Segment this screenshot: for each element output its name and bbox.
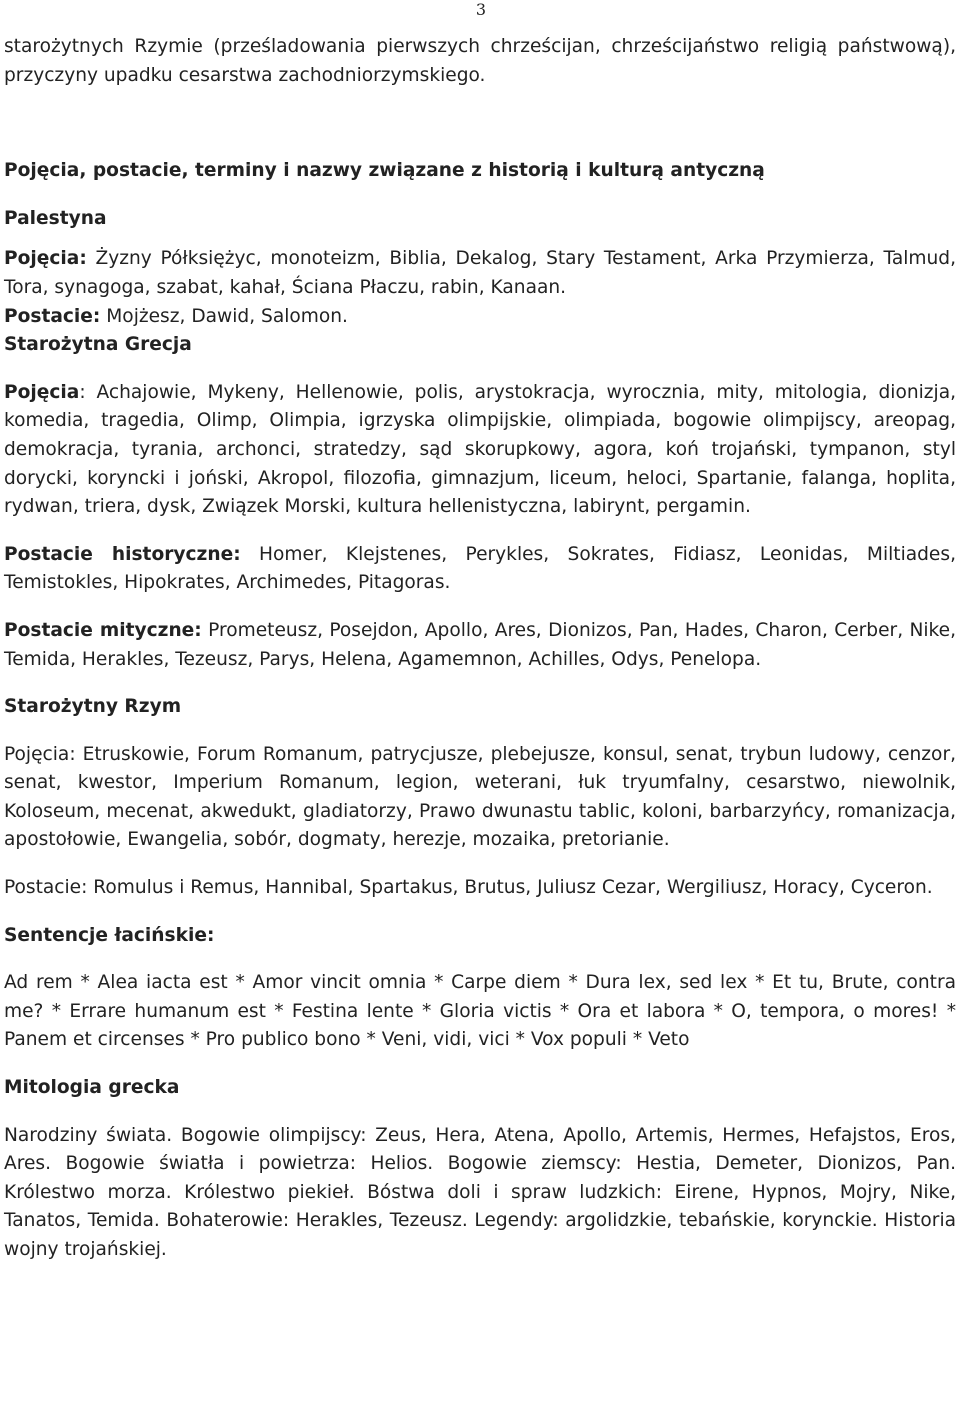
section-heading-sentencje: Sentencje łacińskie:	[4, 924, 215, 946]
grecja-concepts-text: : Achajowie, Mykeny, Hellenowie, polis, arystokracja, wyrocznia, mity, mitologia, dionizja, komedia, tragedia, Olimp, Olimpia, igrzyska olimpijskie, olimpiada, bogowie olimpijscy, areopag, demokracja, tyrania, archonci, stratedzy, sąd skorupkowy, agora, koń trojański, tympanon, styl dorycki, koryncki i joński, Akropol, filozofia, gimnazjum, liceum, heloci, Spartanie, falanga, hoplita, rydwan, triera, dysk, Związek Morski, kultura hellenistyczna, labirynt, pergamin.	[4, 381, 956, 518]
section-heading-rzym: Starożytny Rzym	[4, 696, 182, 718]
palestyna-concepts-text: Żyzny Półksiężyc, monoteizm, Biblia, Dekalog, Stary Testament, Arka Przymierza, Talmud, Tora, synagoga, szabat, kahał, Ściana Płaczu, rabin, Kanaan.	[4, 248, 956, 298]
grecja-historical-text: Homer, Klejstenes, Perykles, Sokrates, Fidiasz, Leonidas, Miltiades, Temistokles, Hipokrates, Archimedes, Pitagoras.	[4, 543, 956, 594]
mitologia-text: Narodziny świata. Bogowie olimpijscy: Zeus, Hera, Atena, Apollo, Artemis, Hermes, Hefajstos, Eros, Ares. Bogowie światła i powietrza: Helios. Bogowie ziemscy: Hestia, Demeter, Dionizos, Pan. Królestwo morza. Królestwo piekieł. Bóstwa doli i spraw ludzkich: Eirene, Hypnos, Mojry, Nike, Tanatos, Temida. Bohaterowie: Herakles, Tezeusz. Legendy: argolidzkie, tebańskie, korynckie. Historia wojny trojańskiej.	[4, 1124, 956, 1260]
intro-paragraph: starożytnych Rzymie (prześladowania pierwszych chrześcijan, chrześcijaństwo religią państwową), przyczyny upadku cesarstwa zachodniorzymskiego.	[4, 36, 956, 86]
page-number: 3	[475, 0, 487, 19]
palestyna-concepts	[4, 245, 956, 302]
grecja-historical-figures	[4, 541, 956, 598]
main-heading: Pojęcia, postacie, terminy i nazwy związane z historią i kulturą antyczną	[4, 160, 765, 182]
rzym-people: Postacie: Romulus i Remus, Hannibal, Spartakus, Brutus, Juliusz Cezar, Wergiliusz, Horacy, Cyceron.	[4, 877, 933, 899]
rzym-concepts: Pojęcia: Etruskowie, Forum Romanum, patrycjusze, plebejusze, konsul, senat, trybun ludowy, cenzor, senat, kwestor, Imperium Romanum, legion, weterani, łuk tryumfalny, cesarstwo, niewolnik, Koloseum, mecenat, akwedukt, gladiatorzy, Prawo dwunastu tablic, koloni, barbarzyńcy, romanizacja, apostołowie, Ewangelia, sobór, dogmaty, herezje, mozaika, pretorianie.	[4, 743, 956, 851]
grecja-concepts	[4, 379, 956, 522]
palestyna-people-text: Mojżesz, Dawid, Salomon.	[100, 305, 348, 327]
grecja-mythical-text: Prometeusz, Posejdon, Apollo, Ares, Dionizos, Pan, Hades, Charon, Cerber, Nike, Temida, Herakles, Tezeusz, Parys, Helena, Agamemnon, Achilles, Odys, Penelopa.	[4, 619, 956, 670]
section-heading-mitologia: Mitologia grecka	[4, 1077, 180, 1099]
palestyna-concepts-label: Pojęcia:	[4, 248, 87, 270]
document-body	[4, 33, 956, 1265]
section-heading-palestyna: Palestyna	[4, 207, 107, 229]
grecja-mythical-figures	[4, 617, 956, 674]
palestyna-people	[4, 303, 956, 332]
grecja-historical-label: Postacie historyczne:	[4, 543, 241, 565]
palestyna-people-label: Postacie:	[4, 305, 101, 327]
grecja-mythical-label: Postacie mityczne:	[4, 619, 202, 641]
grecja-concepts-label: Pojęcia	[4, 381, 80, 403]
section-heading-grecja: Starożytna Grecja	[4, 334, 192, 356]
sentencje-text: Ad rem * Alea iacta est * Amor vincit omnia * Carpe diem * Dura lex, sed lex * Et tu, Brute, contra me? * Errare humanum est * Festina lente * Gloria victis * Ora et labora * O, tempora, o mores! * Panem et circenses * Pro publico bono * Veni, vidi, vici * Vox populi * Veto	[4, 972, 956, 1051]
